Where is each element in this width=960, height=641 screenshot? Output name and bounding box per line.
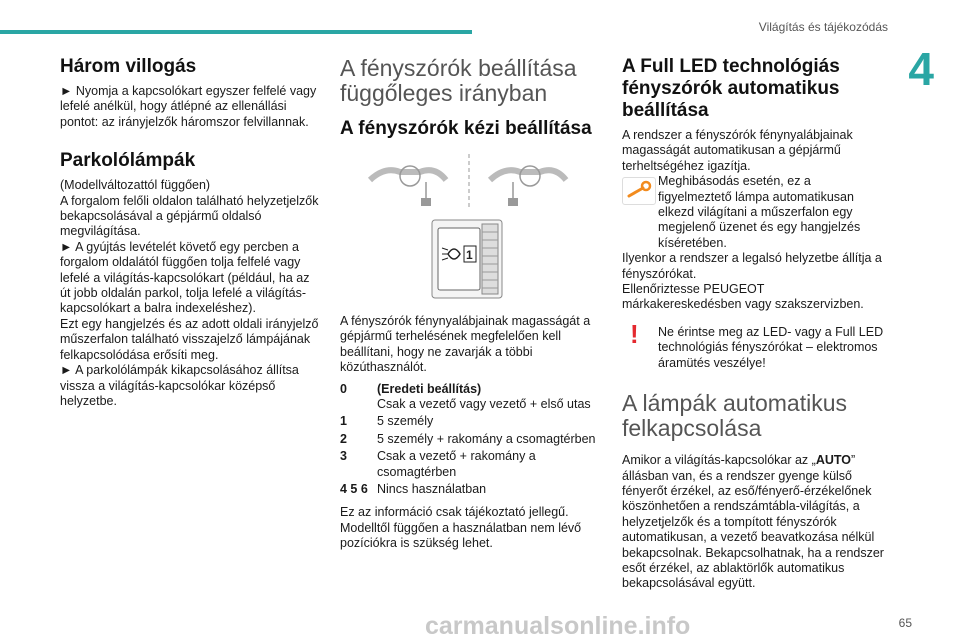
steering-wheel-figure (340, 152, 598, 212)
position-key: 1 (340, 414, 347, 429)
position-value: 5 személy + rakomány a csomagtérben (377, 431, 596, 446)
paragraph: A rendszer a fényszórók fénynyalábjainak magasságát automatikusan a gépjármű terheltségéhez igazítja. (622, 128, 853, 173)
heading-auto-lights: A lámpák automatikus felkapcsolása (622, 390, 848, 442)
paragraph: Amikor a világítás-kapcsolókar az „AUTO” állásban van, és a rendszer gyenge külső fényerőt érzékel, az eső/fényerő-érzékelőnek köszönhetően a rendszámtábla-világítás, a helyzetjelzők és a tompított fényszórók automatikusan, a vezető beavatkozása nélkül bekapcsolnak. Bekapcsolhatnak, ha a rendszer esőt érzékel, az ablaktörlők automatikus bekapcsolásával együtt. (622, 453, 884, 591)
heading-three-flashes: Három villogás (60, 56, 197, 77)
steering-wheel-right-icon (490, 166, 566, 206)
heading-manual-adjust: A fényszórók kézi beállítása (340, 118, 592, 139)
page-number: 65 (898, 616, 912, 630)
warning-notice (622, 318, 884, 371)
column-middle (340, 56, 598, 552)
position-key: 3 (340, 449, 347, 464)
position-key: 4 5 6 (340, 482, 368, 497)
watermark: carmanualsonline.info (425, 612, 691, 640)
paragraph: ► A parkolólámpák kikapcsolásához állítsa vissza a világítás-kapcsolókar középső helyzetbe. (60, 363, 299, 408)
table-row (340, 382, 598, 415)
table-row (340, 414, 598, 431)
position-value: Csak a vezető + rakomány a csomagtérben (377, 449, 536, 479)
position-value: Nincs használatban (377, 482, 487, 497)
position-key: 2 (340, 431, 347, 446)
wrench-icon (622, 177, 656, 205)
paragraph: Meghibásodás esetén, ez a figyelmeztető lámpa automatikusan elkezd világítani a műszerfalon egy megjelenő üzenet és egy hangjelzés kíséretében. (658, 174, 861, 250)
table-row (340, 482, 598, 499)
table-row (340, 449, 598, 482)
paragraph: Ellenőriztesse PEUGEOT márkakereskedésben vagy szakszervizben. (622, 282, 864, 312)
position-key: 0 (340, 381, 347, 396)
paragraph: Ezt egy hangjelzés és az adott oldali irányjelző műszerfalon található visszajelző lámpájának felkapcsolódása erősíti meg. (60, 316, 319, 362)
column-left (60, 56, 322, 409)
chapter-number: 4 (908, 43, 934, 95)
load-position-table (340, 382, 598, 500)
table-row (340, 432, 598, 449)
paragraph: A fényszórók fénynyalábjainak magasságát a gépjármű terhelésének megfelelően kell beállítani, hogy ne zavarják a többi közúthasználót. (340, 314, 591, 375)
paragraph: (Modellváltozattól függően) (60, 178, 211, 193)
paragraph: Ilyenkor a rendszer a legalsó helyzetbe állítja a fényszórókat. (622, 251, 882, 281)
position-value: 5 személy (377, 414, 434, 429)
auto-label: AUTO (815, 453, 852, 468)
headlamp-adjust-wheel-figure (340, 218, 598, 302)
column-right (622, 56, 884, 592)
position-value: (Eredeti beállítás) Csak a vezető vagy vezető + első utas (377, 381, 591, 412)
heading-parking-lights: Parkolólámpák (60, 150, 196, 172)
fault-notice (622, 174, 884, 251)
paragraph: Ez az információ csak tájékoztató jellegű. Modelltől függően a használatban nem lévő pozíciókra is szükség lehet. (340, 505, 582, 551)
paragraph: A forgalom felőli oldalon található helyzetjelzők bekapcsolásával a gépjármű oldalsó megvilágítása. (60, 193, 319, 239)
heading-full-led: A Full LED technológiás fényszórók automatikus beállítása (622, 56, 840, 121)
section-title: Világítás és tájékozódás (758, 20, 888, 34)
paragraph: ► A gyújtás levételét követő egy percben a forgalom oldalától függően tolja felfelé vagy lefelé a világítás-kapcsolókart (például, ha az út jobb oldalán parkol, tolja lefelé a világítás-kapcsolókart a balra indexeléshez). (60, 239, 310, 316)
header-accent-bar (0, 30, 472, 34)
svg-text:1: 1 (466, 248, 473, 262)
heading-headlamp-adjust: A fényszórók beállítása függőleges irányban (340, 55, 577, 106)
paragraph: Ne érintse meg az LED- vagy a Full LED technológiás fényszórókat – elektromos áramütés veszélye! (658, 324, 884, 370)
paragraph: ► Nyomja a kapcsolókart egyszer felfelé vagy lefelé anélkül, hogy átlépné az ellenállási pontot: az irányjelzők háromszor felvillannak. (60, 84, 317, 129)
steering-wheel-left-icon (370, 166, 446, 206)
warning-exclamation-icon: ! (630, 318, 639, 349)
